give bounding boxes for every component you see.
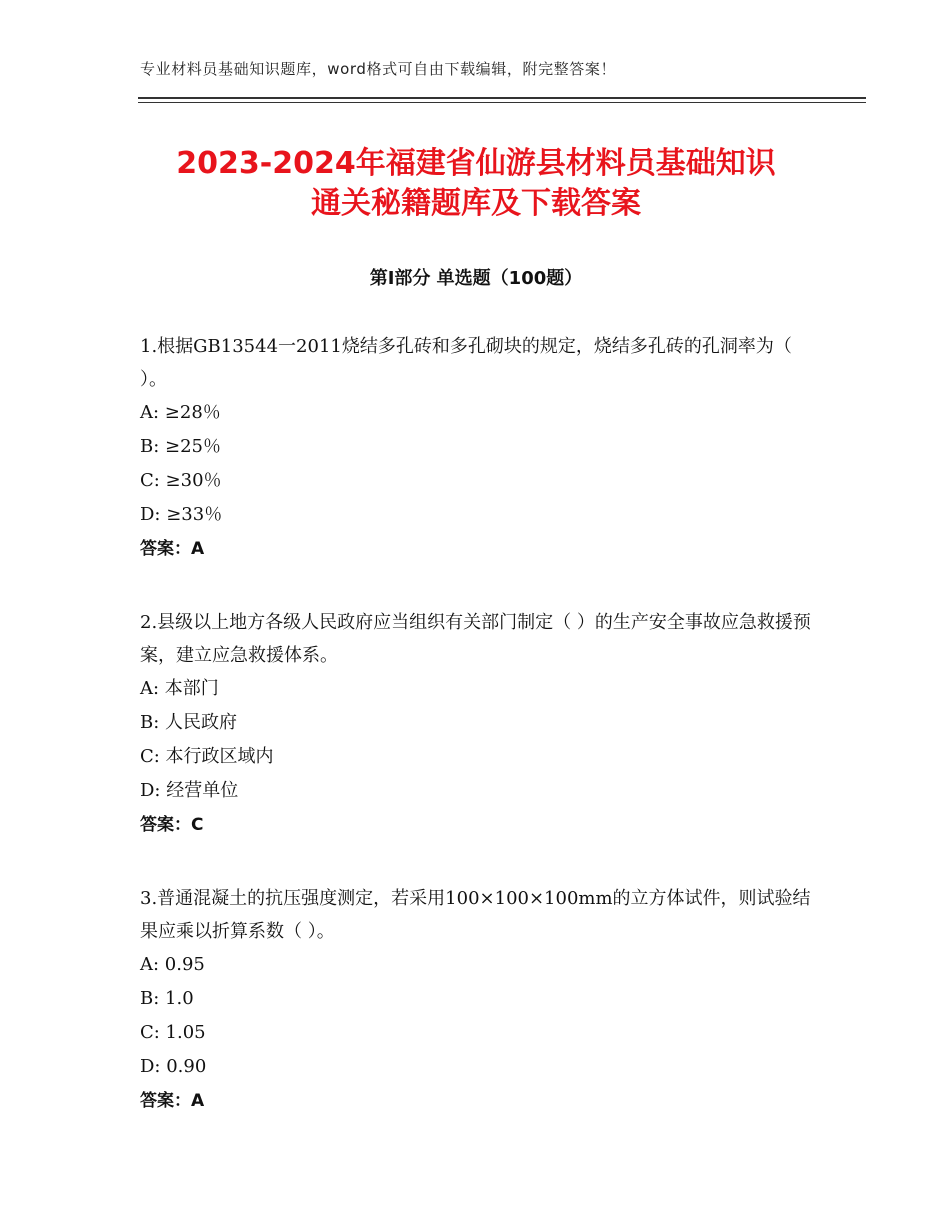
option-b: B: ≥25％ <box>140 436 221 457</box>
question-item <box>140 330 820 566</box>
option-d: D: ≥33％ <box>140 504 223 525</box>
header-rule-thick <box>138 97 866 99</box>
option-a: A: ≥28％ <box>140 402 221 423</box>
answer: 答案：A <box>140 539 205 559</box>
title-line-2: 通关秘籍题库及下载答案 <box>311 186 641 221</box>
question-list <box>140 330 820 1158</box>
section-heading: 第Ⅰ部分 单选题（100题） <box>369 268 583 289</box>
question-item <box>140 606 820 842</box>
page-header-text: 专业材料员基础知识题库，word格式可自由下载编辑，附完整答案！ <box>140 60 617 78</box>
option-d: D: 0.90 <box>140 1056 207 1077</box>
document-title <box>140 144 812 224</box>
option-c: C: 1.05 <box>140 1022 206 1043</box>
answer: 答案：C <box>140 815 204 835</box>
option-a: A: 0.95 <box>140 954 205 975</box>
option-c: C: 本行政区域内 <box>140 746 274 767</box>
title-line-1: 2023-2024年福建省仙游县材料员基础知识 <box>176 146 776 181</box>
question-stem: 2.县级以上地方各级人民政府应当组织有关部门制定（ ）的生产安全事故应急救援预案，建立应急救援体系。 <box>140 612 811 666</box>
option-b: B: 人民政府 <box>140 712 238 733</box>
question-stem: 3.普通混凝土的抗压强度测定，若采用100×100×100mm的立方体试件，则试验结果应乘以折算系数（ ）。 <box>140 888 811 942</box>
option-a: A: 本部门 <box>140 678 219 699</box>
answer: 答案：A <box>140 1091 205 1111</box>
option-b: B: 1.0 <box>140 988 194 1009</box>
option-d: D: 经营单位 <box>140 780 239 801</box>
question-stem: 1.根据GB13544一2011烧结多孔砖和多孔砌块的规定，烧结多孔砖的孔洞率为（ ）。 <box>140 336 792 390</box>
option-c: C: ≥30％ <box>140 470 222 491</box>
question-item <box>140 882 820 1118</box>
header-rule-thin <box>138 102 866 103</box>
